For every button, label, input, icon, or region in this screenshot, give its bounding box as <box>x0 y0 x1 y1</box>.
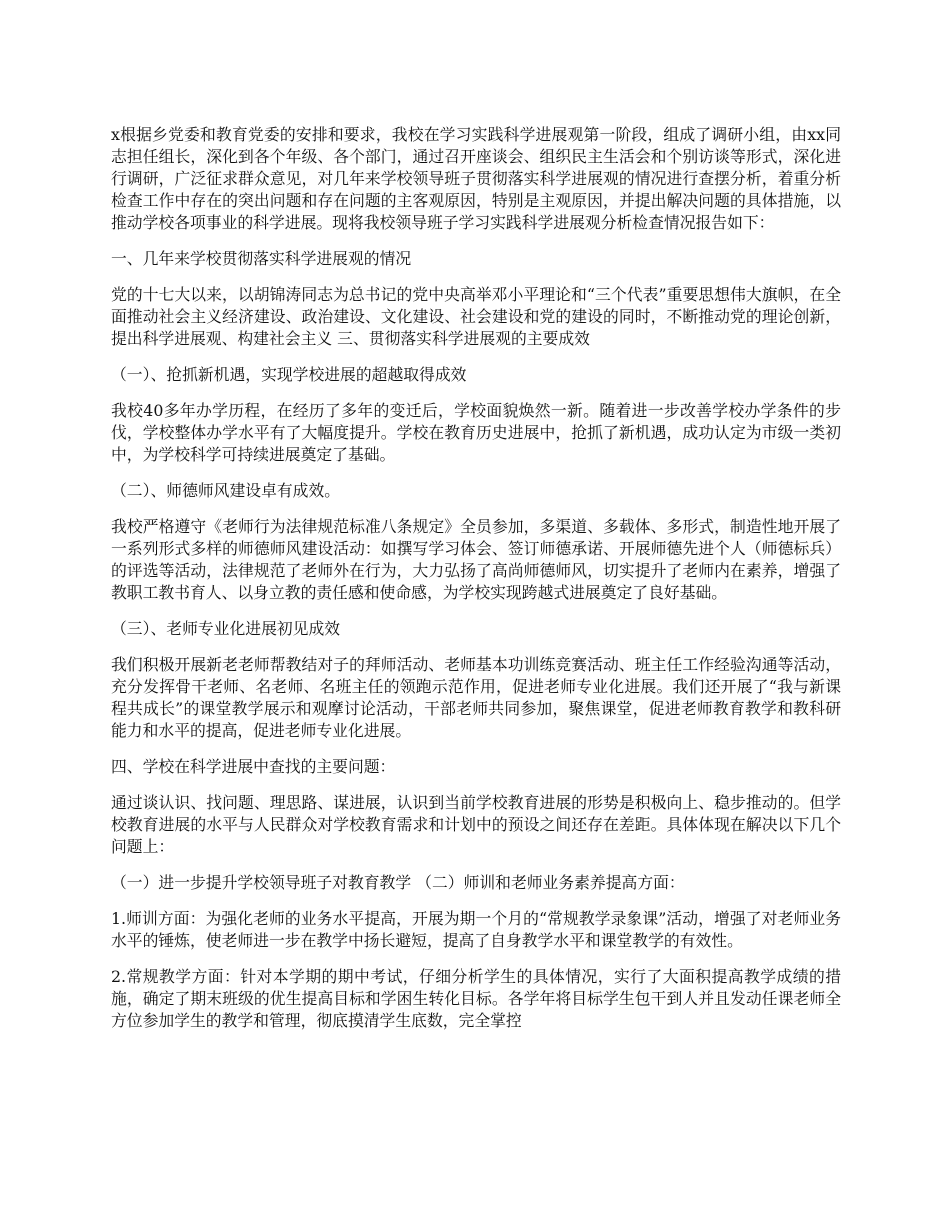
subsection-heading-1: （一）、抢抓新机遇，实现学校进展的超越取得成效 <box>111 365 467 384</box>
section-heading-4: 四、学校在科学进展中查找的主要问题： <box>111 757 396 776</box>
body-paragraph: 我校严格遵守《老师行为法律规范标准八条规定》全员参加，多渠道、多载体、多形式，制造性地开展了一系列形式多样的师德师风建设活动：如撰写学习体会、签订师德承诺、开展师德先进个人（师德标兵）的评选等活动，法律规范了老师外在行为，大力弘扬了高尚师德师风，切实提升了老师内在素养，增强了教职工教书育人、以身立教的责任感和使命感，为学校实现跨越式进展奠定了良好基础。 <box>111 517 841 602</box>
intro-paragraph: x根据乡党委和教育党委的安排和要求，我校在学习实践科学进展观第一阶段，组成了调研小组，由xx同志担任组长，深化到各个年级、各个部门，通过召开座谈会、组织民主生活会和个别访谈等形式，深化进行调研，广泛征求群众意见，对几年来学校领导班子贯彻落实科学进展观的情况进行查摆分析，着重分析检查工作中存在的突出问题和存在问题的主客观原因，特别是主观原因，并提出解决问题的具体措施，以推动学校各项事业的科学进展。现将我校领导班子学习实践科学进展观分析检查情况报告如下： <box>111 125 841 232</box>
body-paragraph: 通过谈认识、找问题、理思路、谋进展，认识到当前学校教育进展的形势是积极向上、稳步推动的。但学校教育进展的水平与人民群众对学校教育需求和计划中的预设之间还存在差距。具体体现在解决以下几个问题上： <box>111 793 841 856</box>
subsection-heading-3: （三）、老师专业化进展初见成效 <box>111 619 341 638</box>
body-paragraph: 我们积极开展新老老师帮教结对子的拜师活动、老师基本功训练竞赛活动、班主任工作经验沟通等活动，充分发挥骨干老师、名老师、名班主任的领跑示范作用，促进老师专业化进展。我们还开展了“我与新课程共成长”的课堂教学展示和观摩讨论活动，干部老师共同参加，聚焦课堂，促进老师教育教学和教科研能力和水平的提高，促进老师专业化进展。 <box>111 655 841 740</box>
document-body <box>111 124 841 1046</box>
numbered-paragraph-1: 1.师训方面：为强化老师的业务水平提高，开展为期一个月的“常规教学录象课”活动，增强了对老师业务水平的锤炼，使老师进一步在教学中扬长避短，提高了自身教学水平和课堂教学的有效性。 <box>111 909 841 950</box>
numbered-paragraph-2: 2.常规教学方面：针对本学期的期中考试，仔细分析学生的具体情况，实行了大面积提高教学成绩的措施，确定了期末班级的优生提高目标和学困生转化目标。各学年将目标学生包干到人并且发动任课老师全方位参加学生的教学和管理，彻底摸清学生底数，完全掌控 <box>111 967 841 1030</box>
subsection-heading-2: （二）、师德师风建设卓有成效。 <box>111 481 341 500</box>
subsection-heading-combined: （一）进一步提升学校领导班子对教育教学 （二）师训和老师业务素养提高方面： <box>111 873 685 892</box>
section-heading-1: 一、几年来学校贯彻落实科学进展观的情况 <box>111 249 412 268</box>
body-paragraph: 党的十七大以来，以胡锦涛同志为总书记的党中央高举邓小平理论和“三个代表”重要思想伟大旗帜，在全面推动社会主义经济建设、政治建设、文化建设、社会建设和党的建设的同时，不断推动党的理论创新，提出科学进展观、构建社会主义 三、贯彻落实科学进展观的主要成效 <box>111 285 841 348</box>
body-paragraph: 我校40多年办学历程，在经历了多年的变迁后，学校面貌焕然一新。随着进一步改善学校办学条件的步伐，学校整体办学水平有了大幅度提升。学校在教育历史进展中，抢抓了新机遇，成功认定为市级一类初中，为学校科学可持续进展奠定了基础。 <box>111 401 841 464</box>
